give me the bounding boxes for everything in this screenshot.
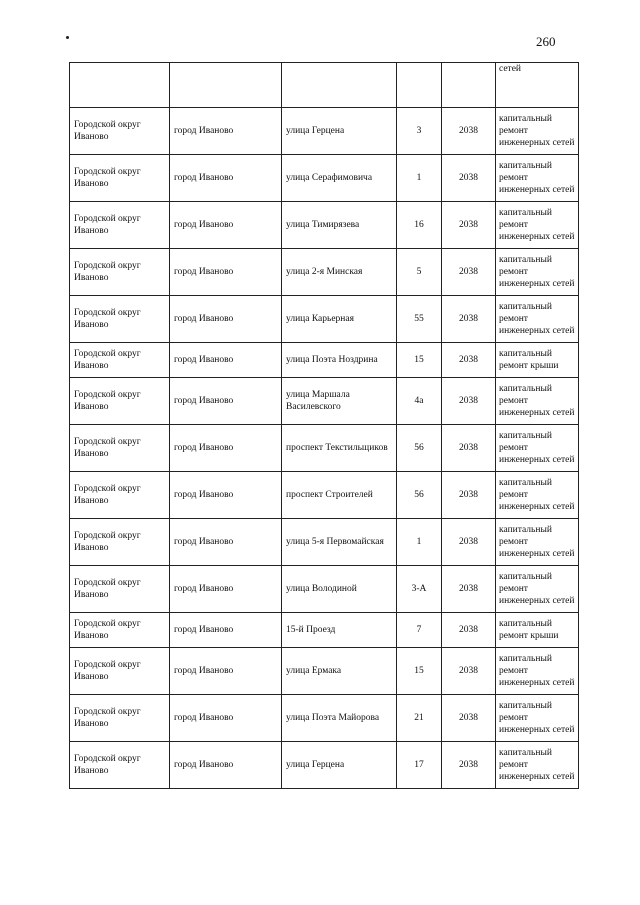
cell-house: 17 xyxy=(397,742,442,789)
cell-year: 2038 xyxy=(442,249,496,296)
cell-year: 2038 xyxy=(442,742,496,789)
cell-district: Городской округ Иваново xyxy=(70,425,170,472)
cell-year: 2038 xyxy=(442,425,496,472)
cell-district: Городской округ Иваново xyxy=(70,343,170,378)
cell-house: 16 xyxy=(397,202,442,249)
cell-work: капитальный ремонт инженерных сетей xyxy=(496,695,579,742)
housing-repair-table xyxy=(69,62,579,789)
table-row xyxy=(70,155,579,202)
cell-street: улица 2-я Минская xyxy=(282,249,397,296)
cell-house: 5 xyxy=(397,249,442,296)
cell-year: 2038 xyxy=(442,155,496,202)
cell-year xyxy=(442,63,496,108)
cell-city: город Иваново xyxy=(170,108,282,155)
cell-district: Городской округ Иваново xyxy=(70,695,170,742)
cell-city: город Иваново xyxy=(170,378,282,425)
cell-work: капитальный ремонт крыши xyxy=(496,613,579,648)
table-row xyxy=(70,249,579,296)
cell-work: капитальный ремонт инженерных сетей xyxy=(496,519,579,566)
table-row xyxy=(70,566,579,613)
table-row xyxy=(70,108,579,155)
table-row xyxy=(70,378,579,425)
cell-work-text: сетей xyxy=(499,64,522,74)
cell-city: город Иваново xyxy=(170,249,282,296)
cell-house: 56 xyxy=(397,425,442,472)
cell-house: 4а xyxy=(397,378,442,425)
cell-house xyxy=(397,63,442,108)
cell-district: Городской округ Иваново xyxy=(70,566,170,613)
cell-house: 55 xyxy=(397,296,442,343)
cell-city: город Иваново xyxy=(170,613,282,648)
cell-house: 3 xyxy=(397,108,442,155)
cell-year: 2038 xyxy=(442,343,496,378)
cell-city: город Иваново xyxy=(170,648,282,695)
cell-district: Городской округ Иваново xyxy=(70,742,170,789)
cell-city: город Иваново xyxy=(170,202,282,249)
cell-street: 15-й Проезд xyxy=(282,613,397,648)
cell-house: 15 xyxy=(397,648,442,695)
cell-work: капитальный ремонт инженерных сетей xyxy=(496,378,579,425)
cell-work: капитальный ремонт инженерных сетей xyxy=(496,648,579,695)
cell-year: 2038 xyxy=(442,695,496,742)
cell-work: капитальный ремонт инженерных сетей xyxy=(496,472,579,519)
page-number: 260 xyxy=(536,34,556,49)
cell-district: Городской округ Иваново xyxy=(70,648,170,695)
cell-district: Городской округ Иваново xyxy=(70,378,170,425)
cell-year: 2038 xyxy=(442,108,496,155)
cell-work xyxy=(496,63,579,108)
table-row xyxy=(70,202,579,249)
cell-house: 56 xyxy=(397,472,442,519)
cell-city: город Иваново xyxy=(170,695,282,742)
cell-house: 3-А xyxy=(397,566,442,613)
cell-street: улица Карьерная xyxy=(282,296,397,343)
cell-year: 2038 xyxy=(442,519,496,566)
cell-house: 1 xyxy=(397,519,442,566)
table-row xyxy=(70,742,579,789)
cell-district: Городской округ Иваново xyxy=(70,519,170,566)
table-row xyxy=(70,695,579,742)
cell-work: капитальный ремонт крыши xyxy=(496,343,579,378)
cell-street: улица Герцена xyxy=(282,742,397,789)
cell-street: улица Ермака xyxy=(282,648,397,695)
cell-work: капитальный ремонт инженерных сетей xyxy=(496,108,579,155)
cell-street: улица Тимирязева xyxy=(282,202,397,249)
cell-work: капитальный ремонт инженерных сетей xyxy=(496,425,579,472)
cell-city: город Иваново xyxy=(170,155,282,202)
cell-district: Городской округ Иваново xyxy=(70,108,170,155)
cell-city: город Иваново xyxy=(170,519,282,566)
cell-house: 7 xyxy=(397,613,442,648)
table-row xyxy=(70,425,579,472)
table-row xyxy=(70,613,579,648)
cell-work: капитальный ремонт инженерных сетей xyxy=(496,566,579,613)
table-row xyxy=(70,519,579,566)
cell-work: капитальный ремонт инженерных сетей xyxy=(496,296,579,343)
cell-house: 15 xyxy=(397,343,442,378)
cell-work: капитальный ремонт инженерных сетей xyxy=(496,249,579,296)
cell-street xyxy=(282,63,397,108)
cell-district: Городской округ Иваново xyxy=(70,155,170,202)
cell-street: улица Герцена xyxy=(282,108,397,155)
table-row xyxy=(70,648,579,695)
cell-city: город Иваново xyxy=(170,296,282,343)
cell-city: город Иваново xyxy=(170,566,282,613)
cell-street: улица Володиной xyxy=(282,566,397,613)
cell-district: Городской округ Иваново xyxy=(70,613,170,648)
cell-work: капитальный ремонт инженерных сетей xyxy=(496,155,579,202)
cell-city xyxy=(170,63,282,108)
cell-house: 21 xyxy=(397,695,442,742)
cell-year: 2038 xyxy=(442,202,496,249)
cell-city: город Иваново xyxy=(170,742,282,789)
table-row xyxy=(70,472,579,519)
cell-street: улица Поэта Ноздрина xyxy=(282,343,397,378)
cell-year: 2038 xyxy=(442,296,496,343)
cell-street: улица 5-я Первомайская xyxy=(282,519,397,566)
cell-work: капитальный ремонт инженерных сетей xyxy=(496,742,579,789)
cell-year: 2038 xyxy=(442,472,496,519)
cell-district: Городской округ Иваново xyxy=(70,249,170,296)
cell-city: город Иваново xyxy=(170,425,282,472)
cell-year: 2038 xyxy=(442,378,496,425)
cell-city: город Иваново xyxy=(170,343,282,378)
cell-street: улица Маршала Василевского xyxy=(282,378,397,425)
cell-street: улица Поэта Майорова xyxy=(282,695,397,742)
scan-dot xyxy=(66,36,69,39)
cell-work: капитальный ремонт инженерных сетей xyxy=(496,202,579,249)
table-row xyxy=(70,343,579,378)
cell-street: проспект Строителей xyxy=(282,472,397,519)
cell-city: город Иваново xyxy=(170,472,282,519)
cell-house: 1 xyxy=(397,155,442,202)
table-row-continuation xyxy=(70,63,579,108)
cell-year: 2038 xyxy=(442,613,496,648)
cell-district: Городской округ Иваново xyxy=(70,472,170,519)
cell-district: Городской округ Иваново xyxy=(70,296,170,343)
table-row xyxy=(70,296,579,343)
cell-district xyxy=(70,63,170,108)
cell-year: 2038 xyxy=(442,566,496,613)
cell-street: улица Серафимовича xyxy=(282,155,397,202)
cell-street: проспект Текстильщиков xyxy=(282,425,397,472)
cell-year: 2038 xyxy=(442,648,496,695)
cell-district: Городской округ Иваново xyxy=(70,202,170,249)
